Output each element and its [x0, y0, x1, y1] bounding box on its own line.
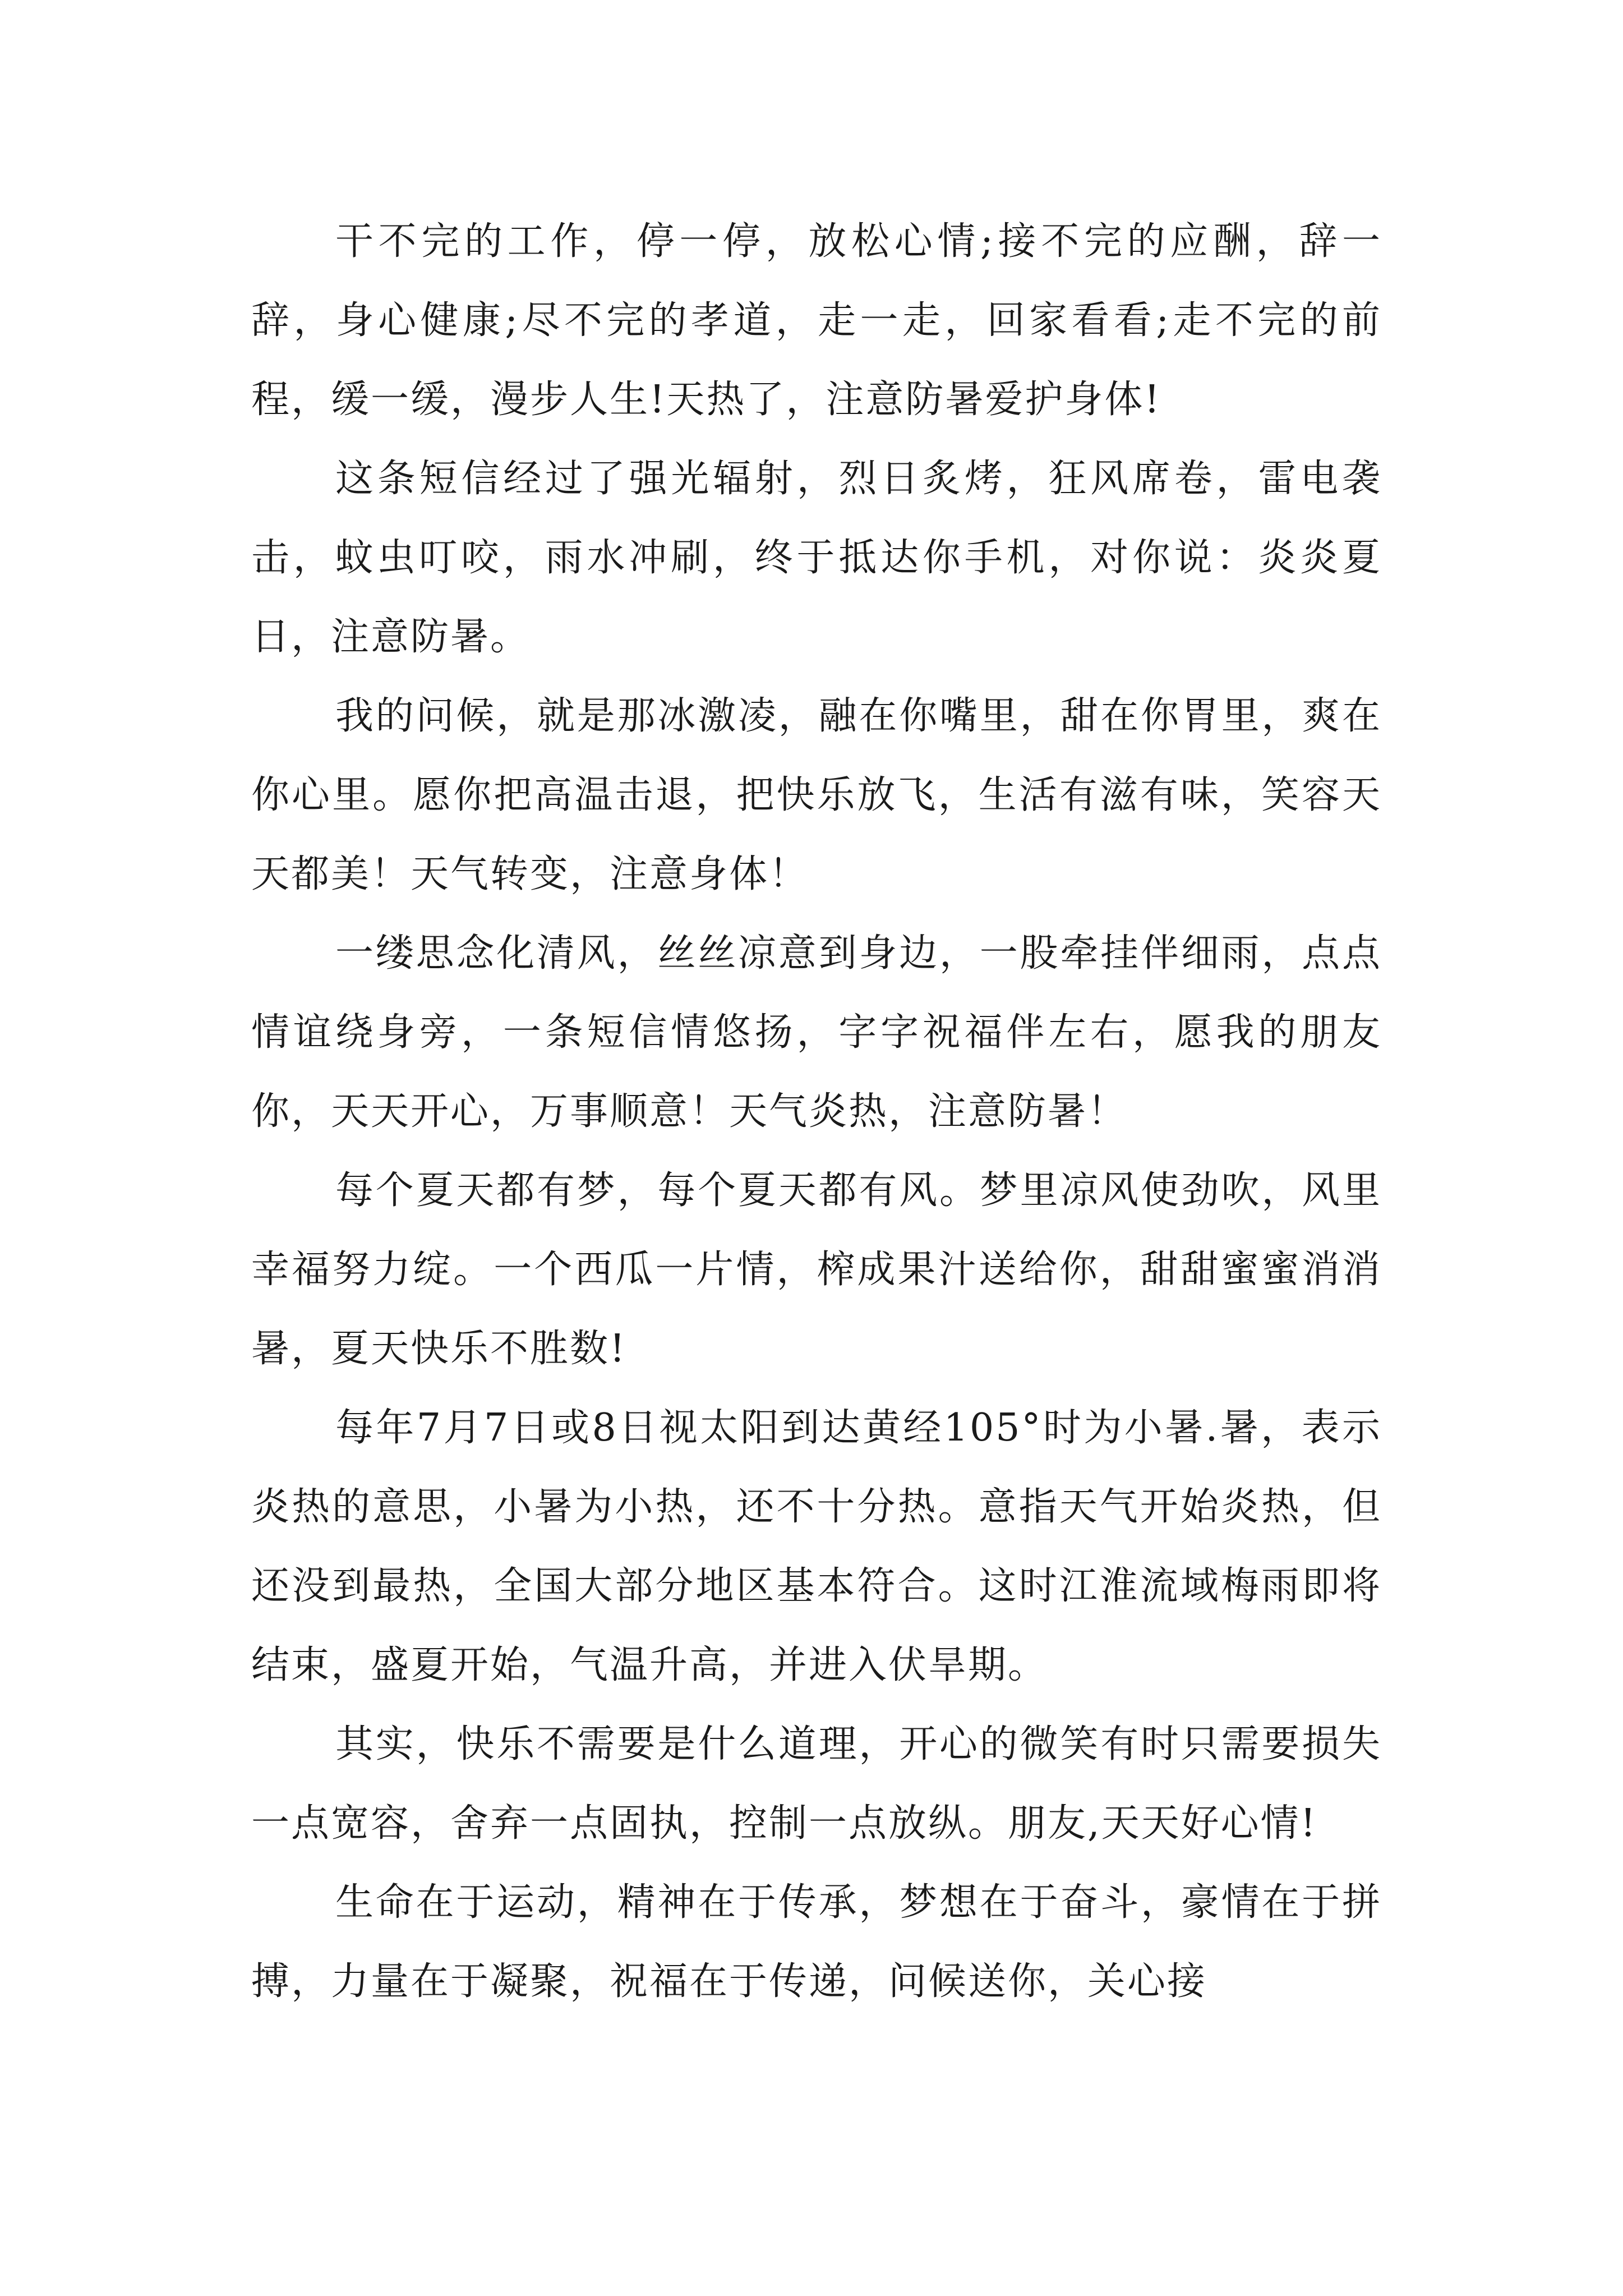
paragraph-3: 我的问候，就是那冰激凌，融在你嘴里，甜在你胃里，爽在你心里。愿你把高温击退，把快乐放飞，生活有滋有味，笑容天天都美！天气转变，注意身体！	[251, 694, 1382, 896]
document-body	[251, 202, 1382, 2021]
paragraph-6: 每年7月7日或8日视太阳到达黄经105°时为小暑.暑，表示炎热的意思，小暑为小热，还不十分热。意指天气开始炎热，但还没到最热，全国大部分地区基本符合。这时江淮流域梅雨即将结束，盛夏开始，气温升高，并进入伏旱期。	[251, 1406, 1382, 1687]
paragraph-2: 这条短信经过了强光辐射，烈日炙烤，狂风席卷，雷电袭击，蚊虫叮咬，雨水冲刷，终于抵达你手机，对你说：炎炎夏日，注意防暑。	[251, 457, 1382, 659]
paragraph-5: 每个夏天都有梦，每个夏天都有风。梦里凉风使劲吹，风里幸福努力绽。一个西瓜一片情，榨成果汁送给你，甜甜蜜蜜消消暑，夏天快乐不胜数!	[251, 1168, 1382, 1371]
paragraph-4: 一缕思念化清风，丝丝凉意到身边，一股牵挂伴细雨，点点情谊绕身旁，一条短信情悠扬，字字祝福伴左右，愿我的朋友你，天天开心，万事顺意！天气炎热，注意防暑！	[251, 931, 1382, 1134]
paragraph-1: 干不完的工作，停一停，放松心情;接不完的应酬，辞一辞，身心健康;尽不完的孝道，走一走，回家看看;走不完的前程，缓一缓，漫步人生!天热了，注意防暑爱护身体!	[251, 219, 1382, 422]
paragraph-7: 其实，快乐不需要是什么道理，开心的微笑有时只需要损失一点宽容，舍弃一点固执，控制一点放纵。朋友,天天好心情!	[251, 1722, 1382, 1846]
paragraph-8: 生命在于运动，精神在于传承，梦想在于奋斗，豪情在于拼搏，力量在于凝聚，祝福在于传递，问候送你，关心接	[251, 1880, 1382, 2004]
